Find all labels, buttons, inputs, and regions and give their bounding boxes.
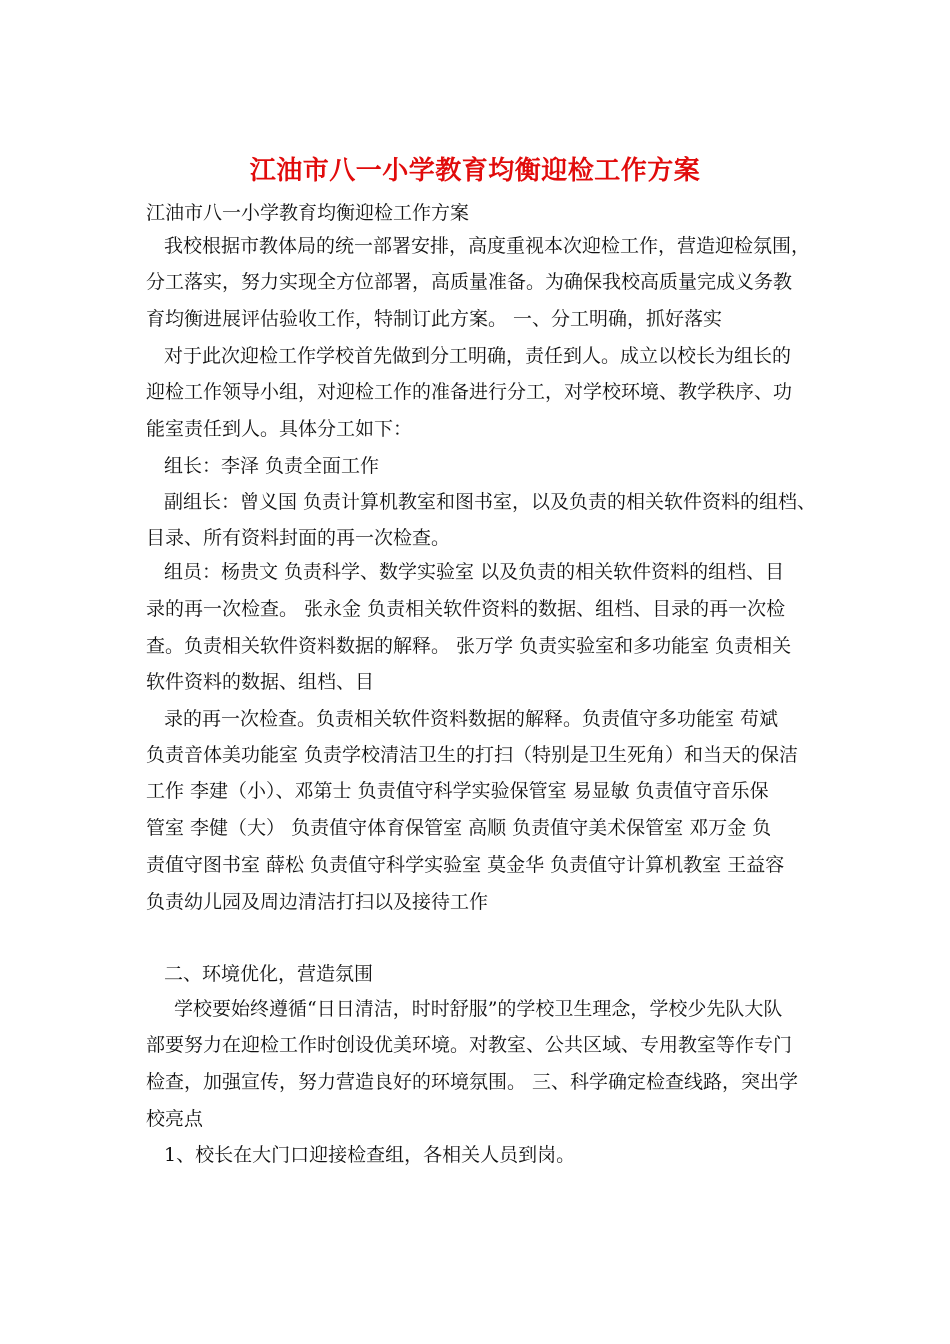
text-line: 部要努力在迎检工作时创设优美环境。对教室、公共区域、专用教室等作专门 — [146, 1034, 793, 1056]
text-line: 副组长：曾义国 负责计算机教室和图书室，以及负责的相关软件资料的组档、 — [164, 491, 817, 513]
text-line: 负责音体美功能室 负责学校清洁卫生的打扫（特别是卫生死角）和当天的保洁 — [146, 744, 799, 766]
text-line: 育均衡进展评估验收工作，特制订此方案。 一、分工明确，抓好落实 — [146, 308, 723, 330]
text-line: 分工落实，努力实现全方位部署，高质量准备。为确保我校高质量完成义务教 — [146, 271, 793, 293]
text-line: 组长：李泽 负责全面工作 — [164, 455, 380, 477]
text-line: 江油市八一小学教育均衡迎检工作方案 — [146, 202, 470, 224]
text-line: 软件资料的数据、组档、目 — [146, 671, 375, 693]
text-line: 学校要始终遵循“日日清洁，时时舒服”的学校卫生理念，学校少先队大队 — [174, 998, 783, 1020]
text-line: 校亮点 — [146, 1108, 204, 1130]
text-line: 检查，加强宣传，努力营造良好的环境氛围。 三、科学确定检查线路，突出学 — [146, 1071, 799, 1093]
document-title: 江油市八一小学教育均衡迎检工作方案 — [249, 156, 701, 186]
text-line: 工作 李建（小）、邓第士 负责值守科学实验保管室 易显敏 负责值守音乐保 — [146, 780, 769, 802]
text-line: 查。负责相关软件资料数据的解释。 张万学 负责实验室和多功能室 负责相关 — [146, 635, 792, 657]
text-line: 对于此次迎检工作学校首先做到分工明确，责任到人。成立以校长为组长的 — [164, 345, 792, 367]
text-line: 负责幼儿园及周边清洁打扫以及接待工作 — [146, 891, 489, 913]
text-line: 录的再一次检查。负责相关软件资料数据的解释。负责值守多功能室 苟斌 — [164, 708, 779, 730]
text-line: 迎检工作领导小组，对迎检工作的准备进行分工，对学校环境、教学秩序、功 — [146, 381, 793, 403]
text-line: 录的再一次检查。 张永金 负责相关软件资料的数据、组档、目录的再一次检 — [146, 598, 786, 620]
text-line: 管室 李健（大） 负责值守体育保管室 高顺 负责值守美术保管室 邓万金 负 — [146, 817, 772, 839]
section-heading: 二、环境优化，营造氛围 — [164, 963, 374, 985]
text-line: 我校根据市教体局的统一部署安排，高度重视本次迎检工作，营造迎检氛围， — [164, 235, 811, 257]
text-line: 目录、所有资料封面的再一次检查。 — [146, 527, 451, 549]
text-line: 组员：杨贵文 负责科学、数学实验室 以及负责的相关软件资料的组档、目 — [164, 561, 785, 583]
text-line: 责值守图书室 薛松 负责值守科学实验室 莫金华 负责值守计算机教室 王益容 — [146, 854, 785, 876]
text-line: 1、校长在大门口迎接检查组，各相关人员到岗。 — [164, 1144, 576, 1166]
text-line: 能室责任到人。具体分工如下： — [146, 418, 413, 440]
